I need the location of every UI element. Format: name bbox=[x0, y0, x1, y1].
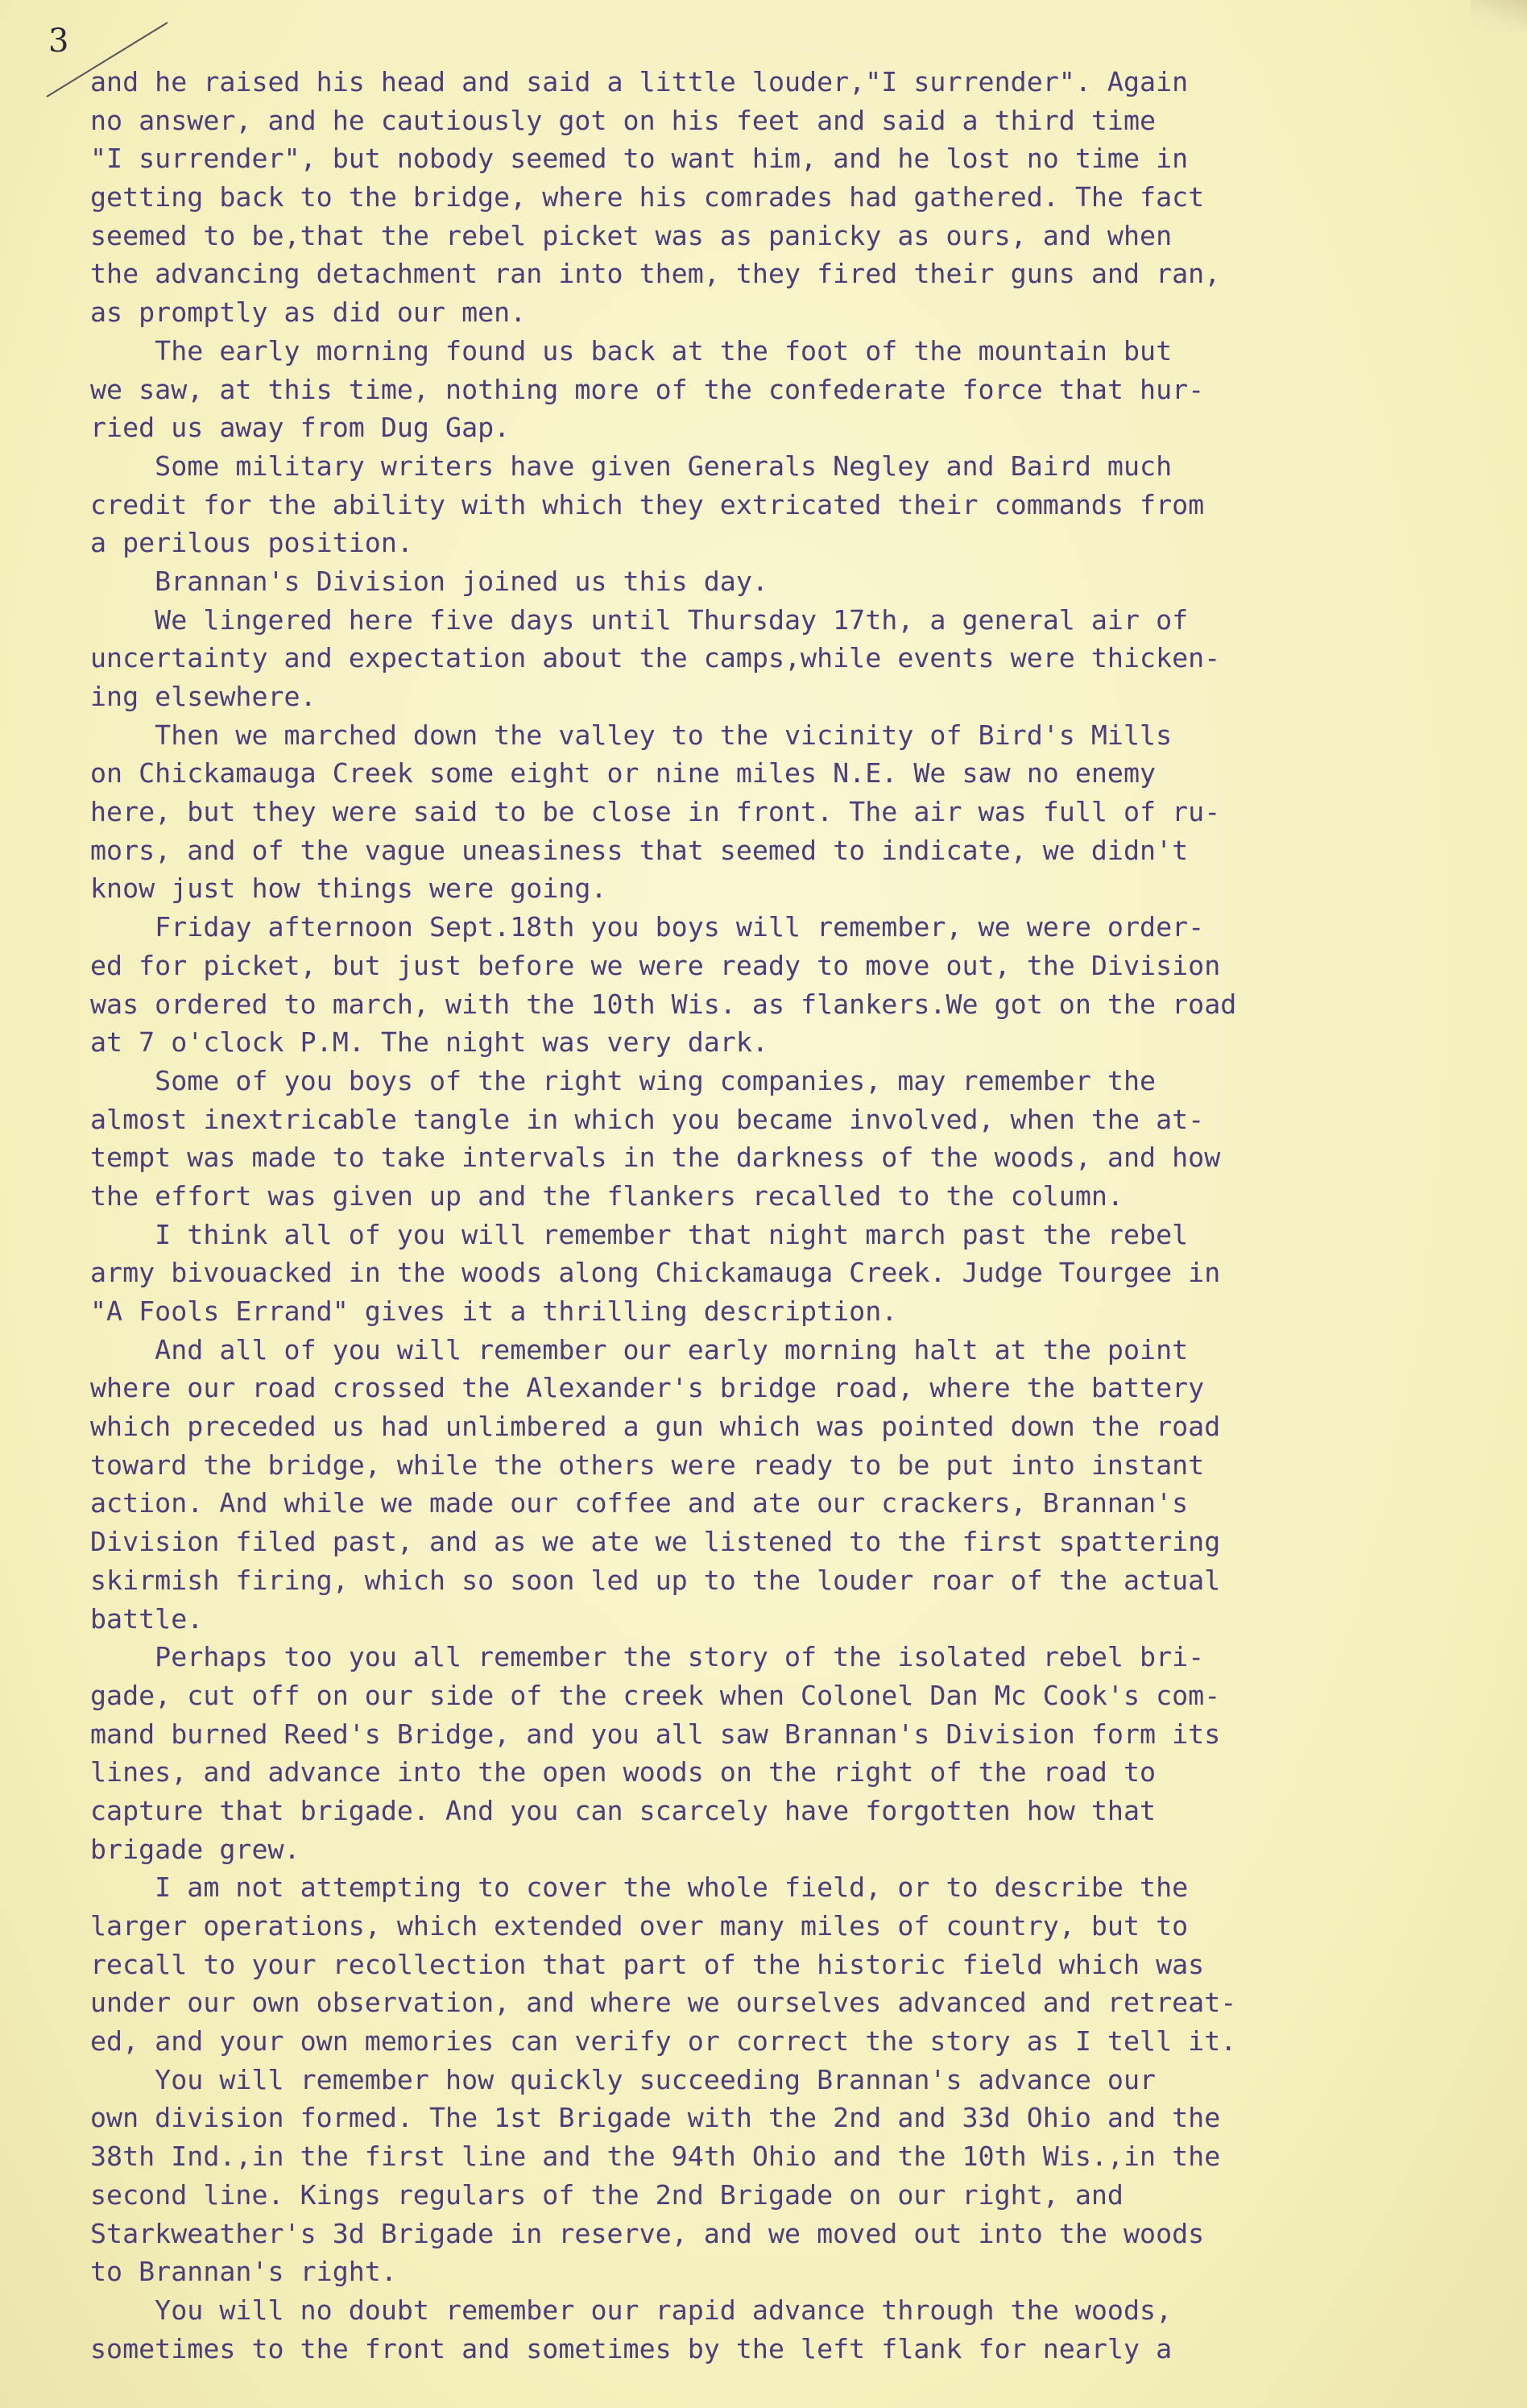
text-line: toward the bridge, while the others were ready to be put into instant bbox=[90, 1449, 1205, 1481]
text-line: second line. Kings regulars of the 2nd Brigade on our right, and bbox=[90, 2178, 1124, 2211]
text-line: where our road crossed the Alexander's bridge road, where the battery bbox=[90, 1372, 1205, 1404]
text-line: ing elsewhere. bbox=[90, 681, 317, 712]
text-line: skirmish firing, which so soon led up to the louder roar of the actual bbox=[90, 1564, 1221, 1596]
text-line: no answer, and he cautiously got on his feet and said a third time bbox=[90, 104, 1157, 136]
text-line: battle. bbox=[90, 1602, 204, 1635]
text-line: "I surrender", but nobody seemed to want him, and he lost no time in bbox=[90, 143, 1189, 175]
text-line: We lingered here five days until Thursday 17th, a general air of bbox=[90, 603, 1189, 636]
text-line: know just how things were going. bbox=[90, 872, 607, 905]
text-line: a perilous position. bbox=[90, 527, 413, 559]
text-line: The early morning found us back at the foot of the mountain but bbox=[90, 334, 1173, 367]
text-line: gade, cut off on our side of the creek when Colonel Dan Mc Cook's com- bbox=[90, 1679, 1221, 1711]
text-line: credit for the ability with which they extricated their commands from bbox=[90, 488, 1205, 520]
text-line: Perhaps too you all remember the story of the isolated rebel bri- bbox=[90, 1641, 1205, 1673]
text-line: as promptly as did our men. bbox=[90, 296, 527, 329]
text-line: almost inextricable tangle in which you became involved, when the at- bbox=[90, 1103, 1205, 1135]
text-line: the advancing detachment ran into them, they fired their guns and ran, bbox=[90, 258, 1221, 290]
text-line: tempt was made to take intervals in the darkness of the woods, and how bbox=[90, 1142, 1221, 1174]
text-line: here, but they were said to be close in front. The air was full of ru- bbox=[90, 796, 1221, 828]
text-line: mors, and of the vague uneasiness that seemed to indicate, we didn't bbox=[90, 834, 1189, 866]
text-line: larger operations, which extended over many miles of country, but to bbox=[90, 1910, 1189, 1942]
text-line: seemed to be,that the rebel picket was as panicky as ours, and when bbox=[90, 219, 1173, 251]
text-line: we saw, at this time, nothing more of the confederate force that hur- bbox=[90, 373, 1205, 405]
text-line: Friday afternoon Sept.18th you boys will remember, we were order- bbox=[90, 911, 1205, 943]
text-line: Division filed past, and as we ate we listened to the first spattering bbox=[90, 1526, 1221, 1558]
text-line: ed, and your own memories can verify or correct the story as I tell it. bbox=[90, 2025, 1237, 2058]
text-line: the effort was given up and the flankers recalled to the column. bbox=[90, 1179, 1124, 1212]
text-line: which preceded us had unlimbered a gun which was pointed down the road bbox=[90, 1411, 1221, 1443]
text-line: own division formed. The 1st Brigade with the 2nd and 33d Ohio and the bbox=[90, 2102, 1221, 2134]
page-number: 3 bbox=[48, 23, 69, 60]
page-corner-fold bbox=[1471, 0, 1527, 32]
text-line: sometimes to the front and sometimes by the left flank for nearly a bbox=[90, 2332, 1173, 2364]
text-line: getting back to the bridge, where his comrades had gathered. The fact bbox=[90, 181, 1205, 213]
text-line: You will no doubt remember our rapid advance through the woods, bbox=[90, 2294, 1173, 2326]
text-line: Starkweather's 3d Brigade in reserve, and we moved out into the woods bbox=[90, 2217, 1205, 2249]
text-line: capture that brigade. And you can scarcely have forgotten how that bbox=[90, 1794, 1157, 1826]
text-line: Then we marched down the valley to the vicinity of Bird's Mills bbox=[90, 719, 1173, 751]
text-line: brigade grew. bbox=[90, 1833, 300, 1865]
text-line: army bivouacked in the woods along Chickamauga Creek. Judge Tourgee in bbox=[90, 1257, 1221, 1289]
text-line: uncertainty and expectation about the camps,while events were thicken- bbox=[90, 642, 1221, 674]
text-line: and he raised his head and said a little louder,"I surrender". Again bbox=[90, 66, 1189, 97]
text-line: 38th Ind.,in the first line and the 94th Ohio and the 10th Wis.,in the bbox=[90, 2141, 1221, 2173]
text-line: mand burned Reed's Bridge, and you all saw Brannan's Division form its bbox=[90, 1718, 1221, 1750]
text-line: And all of you will remember our early morning halt at the point bbox=[90, 1333, 1189, 1366]
text-line: ried us away from Dug Gap. bbox=[90, 412, 511, 444]
text-line: "A Fools Errand" gives it a thrilling description. bbox=[90, 1295, 898, 1327]
text-line: on Chickamauga Creek some eight or nine miles N.E. We saw no enemy bbox=[90, 757, 1157, 790]
text-line: Brannan's Division joined us this day. bbox=[90, 565, 768, 597]
text-line: action. And while we made our coffee and ate our crackers, Brannan's bbox=[90, 1487, 1189, 1519]
typescript-body bbox=[90, 63, 1443, 2368]
text-line: lines, and advance into the open woods on the right of the road to bbox=[90, 1756, 1157, 1788]
text-line: ed for picket, but just before we were ready to move out, the Division bbox=[90, 949, 1221, 981]
text-line: I think all of you will remember that night march past the rebel bbox=[90, 1218, 1189, 1250]
text-line: Some military writers have given Generals Negley and Baird much bbox=[90, 450, 1173, 482]
text-line: was ordered to march, with the 10th Wis. as flankers.We got on the road bbox=[90, 988, 1237, 1020]
text-line: to Brannan's right. bbox=[90, 2256, 397, 2288]
text-line: under our own observation, and where we ourselves advanced and retreat- bbox=[90, 1987, 1237, 2019]
text-line: recall to your recollection that part of the historic field which was bbox=[90, 1948, 1205, 1980]
text-line: Some of you boys of the right wing companies, may remember the bbox=[90, 1064, 1157, 1096]
text-line: I am not attempting to cover the whole field, or to describe the bbox=[90, 1871, 1189, 1904]
text-line: at 7 o'clock P.M. The night was very dark. bbox=[90, 1026, 768, 1059]
text-line: You will remember how quickly succeeding Brannan's advance our bbox=[90, 2063, 1157, 2095]
